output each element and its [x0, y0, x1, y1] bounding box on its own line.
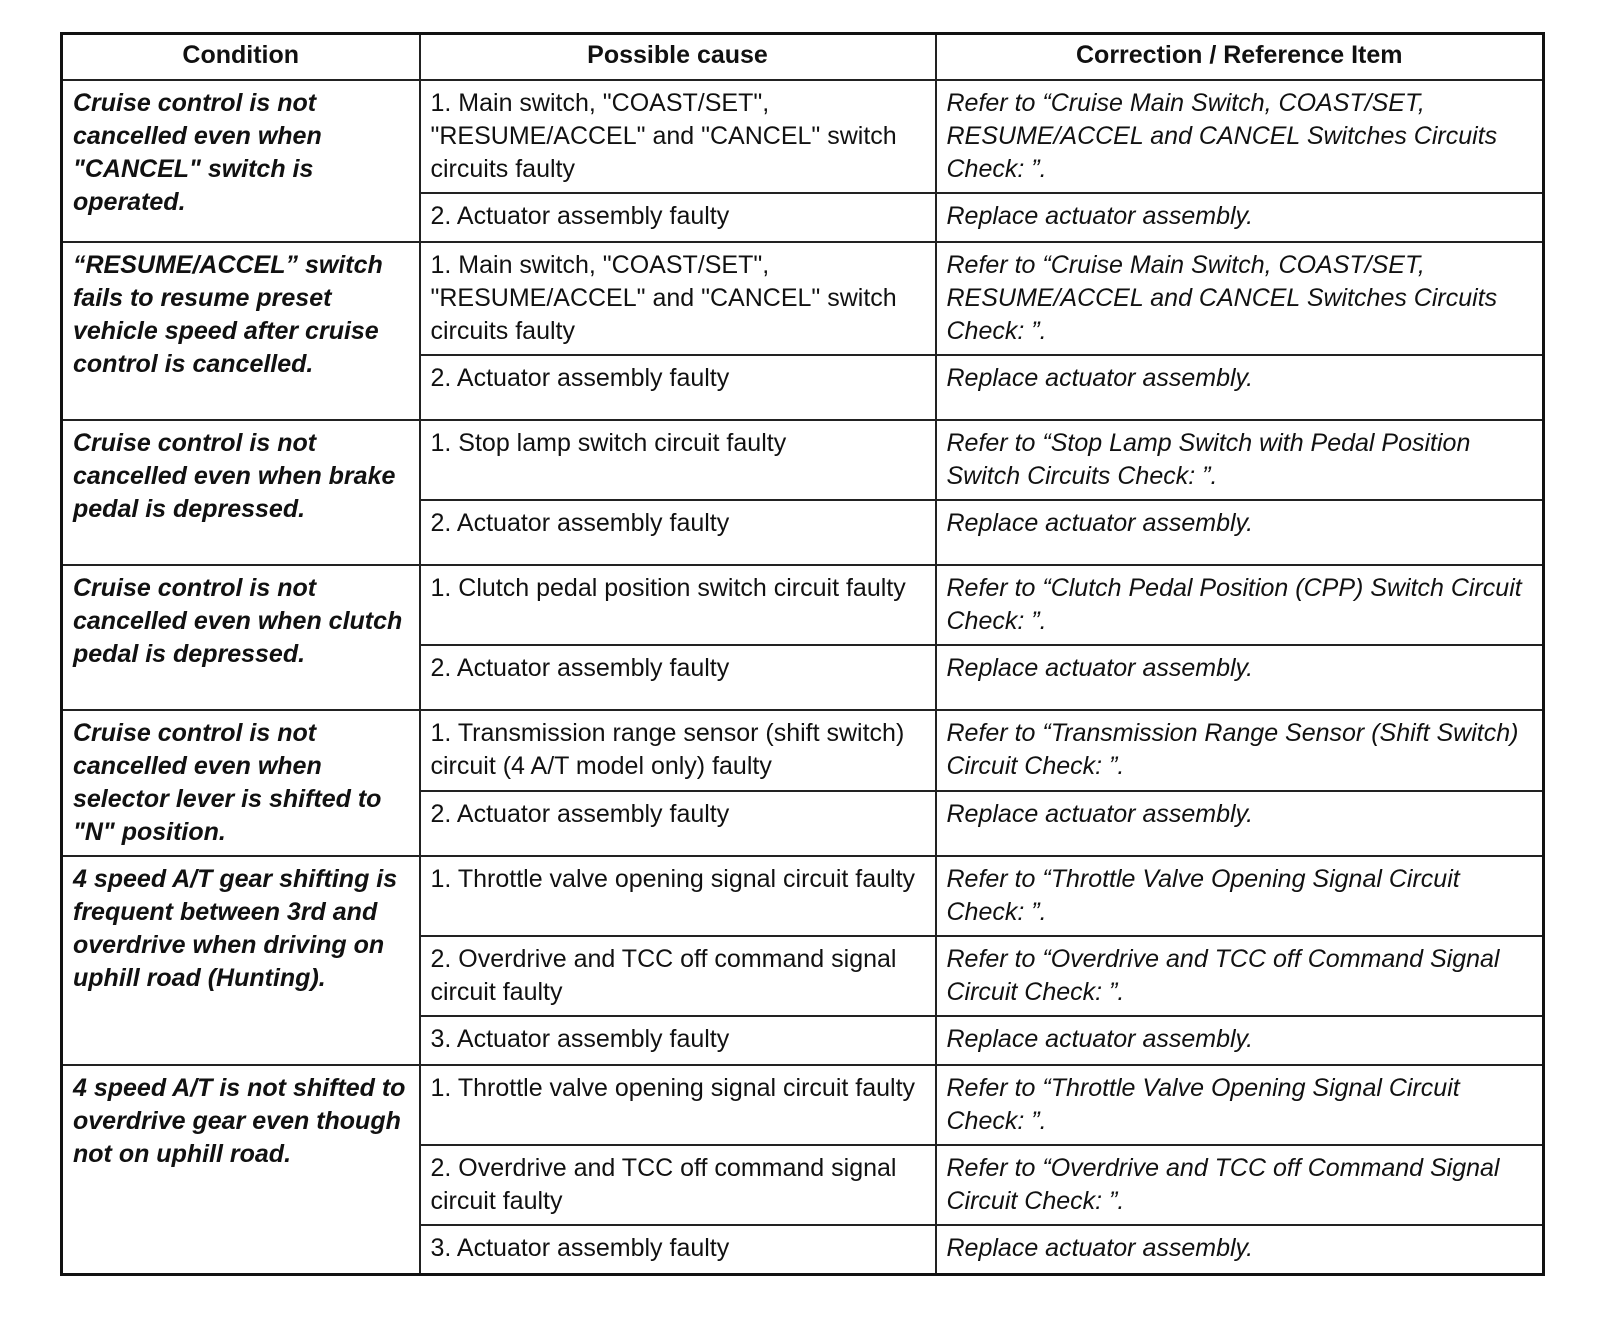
header-correction: Correction / Reference Item [936, 34, 1544, 81]
condition-cell: Cruise control is not cancelled even when selector lever is shifted to "N" position. [62, 710, 420, 856]
correction-cell: Refer to “Clutch Pedal Position (CPP) Switch Circuit Check: ”. [936, 565, 1544, 645]
cause-cell: 2. Actuator assembly faulty [420, 355, 936, 420]
table-row [62, 242, 1544, 355]
cause-cell: 3. Actuator assembly faulty [420, 1016, 936, 1065]
table-row [62, 420, 1544, 500]
correction-cell: Replace actuator assembly. [936, 355, 1544, 420]
condition-cell: Cruise control is not cancelled even when brake pedal is depressed. [62, 420, 420, 565]
header-row [62, 34, 1544, 81]
condition-cell: Cruise control is not cancelled even when "CANCEL" switch is operated. [62, 80, 420, 242]
correction-cell: Replace actuator assembly. [936, 1225, 1544, 1275]
cause-cell: 2. Actuator assembly faulty [420, 193, 936, 242]
table-row [62, 1065, 1544, 1145]
table-row [62, 710, 1544, 791]
correction-cell: Replace actuator assembly. [936, 791, 1544, 856]
cause-cell: 2. Actuator assembly faulty [420, 645, 936, 710]
cause-cell: 1. Clutch pedal position switch circuit faulty [420, 565, 936, 645]
cause-cell: 1. Main switch, "COAST/SET", "RESUME/ACCEL" and "CANCEL" switch circuits faulty [420, 242, 936, 355]
condition-cell: “RESUME/ACCEL” switch fails to resume preset vehicle speed after cruise control is cancelled. [62, 242, 420, 420]
header-condition: Condition [62, 34, 420, 81]
cause-cell: 2. Actuator assembly faulty [420, 500, 936, 565]
cause-cell: 1. Throttle valve opening signal circuit faulty [420, 1065, 936, 1145]
table-row [62, 565, 1544, 645]
correction-cell: Replace actuator assembly. [936, 1016, 1544, 1065]
correction-cell: Refer to “Cruise Main Switch, COAST/SET, RESUME/ACCEL and CANCEL Switches Circuits Check: ”. [936, 242, 1544, 355]
cause-cell: 2. Actuator assembly faulty [420, 791, 936, 856]
cause-cell: 3. Actuator assembly faulty [420, 1225, 936, 1275]
correction-cell: Replace actuator assembly. [936, 500, 1544, 565]
troubleshooting-table [60, 32, 1545, 1276]
cause-cell: 2. Overdrive and TCC off command signal circuit faulty [420, 1145, 936, 1225]
header-possible-cause: Possible cause [420, 34, 936, 81]
correction-cell: Refer to “Throttle Valve Opening Signal Circuit Check: ”. [936, 856, 1544, 936]
correction-cell: Refer to “Throttle Valve Opening Signal Circuit Check: ”. [936, 1065, 1544, 1145]
table-row [62, 856, 1544, 936]
correction-cell: Refer to “Transmission Range Sensor (Shift Switch) Circuit Check: ”. [936, 710, 1544, 791]
cause-cell: 2. Overdrive and TCC off command signal circuit faulty [420, 936, 936, 1016]
correction-cell: Refer to “Overdrive and TCC off Command Signal Circuit Check: ”. [936, 936, 1544, 1016]
cause-cell: 1. Transmission range sensor (shift switch) circuit (4 A/T model only) faulty [420, 710, 936, 791]
condition-cell: Cruise control is not cancelled even when clutch pedal is depressed. [62, 565, 420, 710]
condition-cell: 4 speed A/T is not shifted to overdrive gear even though not on uphill road. [62, 1065, 420, 1275]
condition-cell: 4 speed A/T gear shifting is frequent between 3rd and overdrive when driving on uphill road (Hunting). [62, 856, 420, 1065]
correction-cell: Refer to “Overdrive and TCC off Command Signal Circuit Check: ”. [936, 1145, 1544, 1225]
cause-cell: 1. Stop lamp switch circuit faulty [420, 420, 936, 500]
correction-cell: Replace actuator assembly. [936, 193, 1544, 242]
correction-cell: Refer to “Stop Lamp Switch with Pedal Position Switch Circuits Check: ”. [936, 420, 1544, 500]
cause-cell: 1. Throttle valve opening signal circuit faulty [420, 856, 936, 936]
table-row [62, 80, 1544, 193]
correction-cell: Refer to “Cruise Main Switch, COAST/SET, RESUME/ACCEL and CANCEL Switches Circuits Check: ”. [936, 80, 1544, 193]
correction-cell: Replace actuator assembly. [936, 645, 1544, 710]
cause-cell: 1. Main switch, "COAST/SET", "RESUME/ACCEL" and "CANCEL" switch circuits faulty [420, 80, 936, 193]
